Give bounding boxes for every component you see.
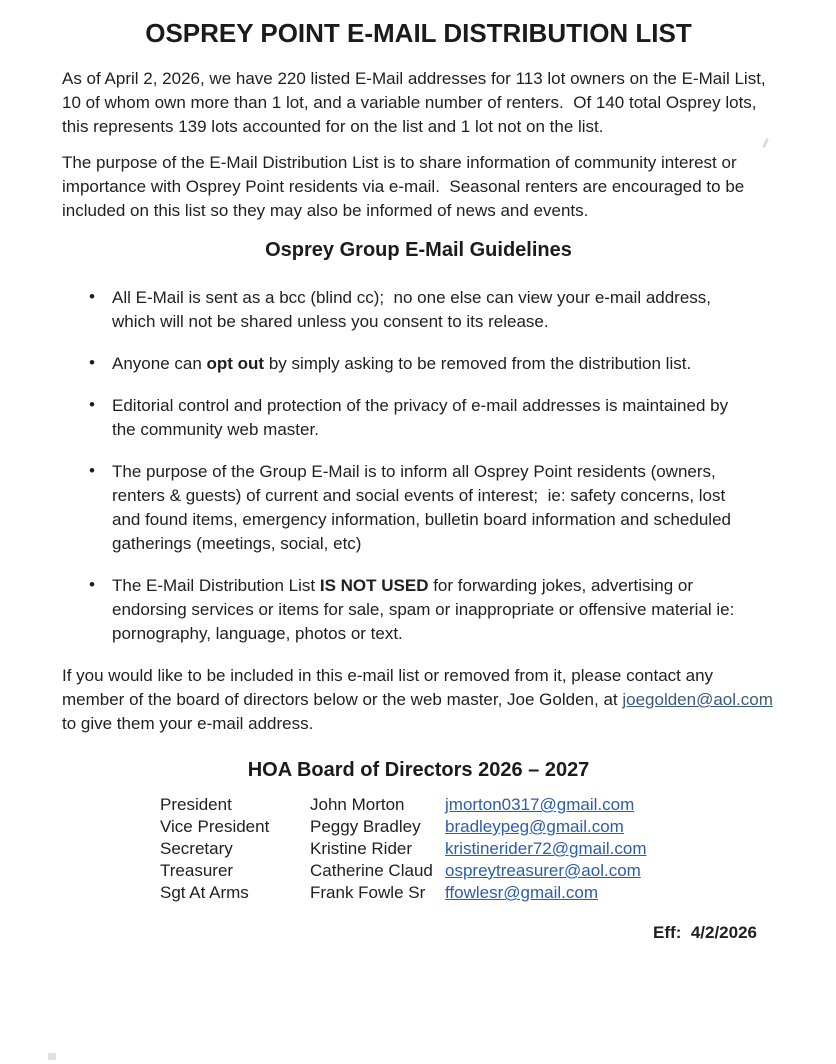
- board-email-link[interactable]: bradleypeg@gmail.com: [445, 817, 624, 836]
- guideline-item: [112, 394, 751, 442]
- guideline-item: [112, 352, 751, 376]
- board-row: [160, 794, 647, 816]
- board-member-name: Catherine Claud: [310, 861, 433, 880]
- board-position: Secretary: [160, 839, 233, 858]
- guideline-text: The E-Mail Distribution List IS NOT USED for forwarding jokes, advertising or endorsing services or items for sale, spam or inappropriate or offensive material ie: pornography, language, photos or text.: [112, 576, 740, 643]
- effective-date: Eff: 4/2/2026: [653, 923, 757, 942]
- board-position: Vice President: [160, 817, 270, 836]
- guideline-text: Anyone can opt out by simply asking to be removed from the distribution list.: [112, 354, 692, 373]
- board-member-name: John Morton: [310, 795, 405, 814]
- scan-artifact-speck: [48, 1053, 56, 1060]
- email-link[interactable]: joegolden@aol.com: [622, 690, 773, 709]
- guidelines-list: [62, 286, 775, 646]
- board-member-name: Kristine Rider: [310, 839, 413, 858]
- board-email-link[interactable]: ffowlesr@gmail.com: [445, 883, 598, 902]
- board-row: [160, 882, 647, 904]
- guideline-item: [112, 460, 751, 556]
- board-member-name: Frank Fowle Sr: [310, 883, 426, 902]
- board-table-body: [160, 794, 647, 904]
- guideline-item: [112, 574, 751, 646]
- guidelines-heading: Osprey Group E-Mail Guidelines: [265, 239, 572, 261]
- guideline-text: The purpose of the Group E-Mail is to inform all Osprey Point residents (owners, renters & guests) of current and social events of interest; ie: safety concerns, lost and found items, emergency information, bulletin board information and scheduled gatherings (meetings, social, etc): [112, 462, 736, 553]
- board-email-link[interactable]: jmorton0317@gmail.com: [445, 795, 635, 814]
- guideline-text: All E-Mail is sent as a bcc (blind cc); no one else can view your e-mail address, which will not be shared unless you consent to its release.: [112, 288, 716, 331]
- guideline-text: Editorial control and protection of the privacy of e-mail addresses is maintained by the community web master.: [112, 396, 733, 439]
- board-row: [160, 816, 647, 838]
- board-member-name: Peggy Bradley: [310, 817, 421, 836]
- intro-paragraph-1: As of April 2, 2026, we have 220 listed E-Mail addresses for 113 lot owners on the E-Mail List, 10 of whom own more than 1 lot, and a variable number of renters. Of 140 total Osprey lots, this represents 139 lots accounted for on the list and 1 lot not on the list.: [62, 69, 771, 136]
- board-email-link[interactable]: kristinerider72@gmail.com: [445, 839, 647, 858]
- document-title: OSPREY POINT E-MAIL DISTRIBUTION LIST: [145, 18, 692, 48]
- board-position: Sgt At Arms: [160, 883, 249, 902]
- board-row: [160, 838, 647, 860]
- intro-paragraph-2: The purpose of the E-Mail Distribution List is to share information of community interest or importance with Osprey Point residents via e-mail. Seasonal renters are encouraged to be included on this list so they may also be informed of news and events.: [62, 153, 749, 220]
- board-table: [160, 794, 647, 904]
- board-row: [160, 860, 647, 882]
- scan-artifact-mark: [762, 138, 769, 148]
- board-email-link[interactable]: ospreytreasurer@aol.com: [445, 861, 641, 880]
- contact-paragraph: If you would like to be included in this e-mail list or removed from it, please contact any member of the board of directors below or the web master, Joe Golden, at joegolden@aol.com to give them your e-mail address.: [62, 666, 778, 733]
- board-position: President: [160, 795, 232, 814]
- board-position: Treasurer: [160, 861, 234, 880]
- guideline-item: [112, 286, 751, 334]
- board-heading: HOA Board of Directors 2026 – 2027: [247, 759, 590, 781]
